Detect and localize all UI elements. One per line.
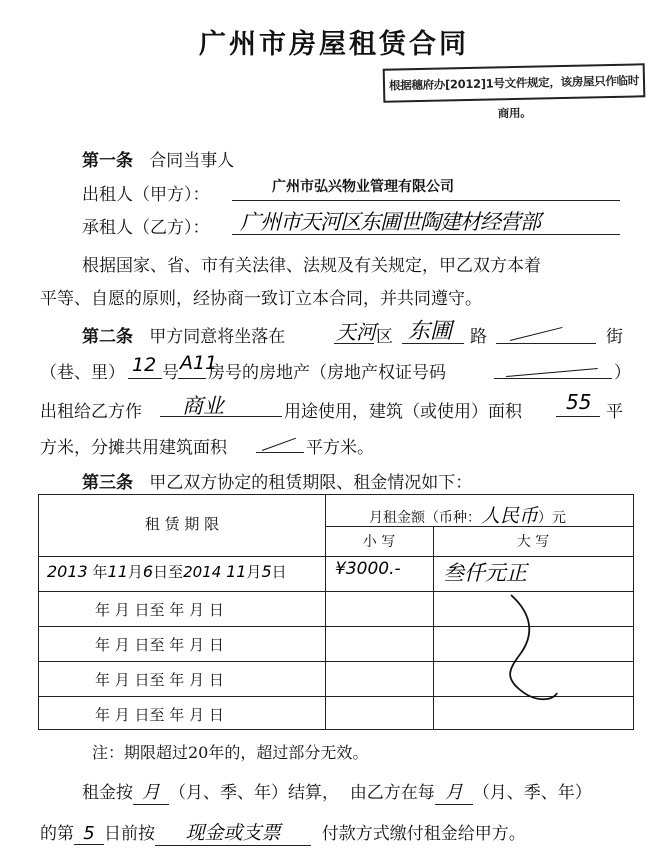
cert-blank-stroke: [506, 368, 598, 377]
table-hline-2: [39, 591, 633, 592]
year-label: 年: [92, 563, 108, 581]
area-unit1: 平: [606, 402, 623, 422]
period-row-5: 年 月 日至 年 月 日: [95, 706, 224, 724]
method-value: 现金或支票: [185, 822, 281, 844]
area-underline: [556, 416, 600, 417]
day-value: 5: [83, 823, 95, 844]
temporary-use-stamp: 根据穗府办[2012]1号文件规定，该房屋只作临时商用。: [383, 63, 646, 102]
road-underline: [402, 343, 464, 344]
article1-heading: 第一条: [82, 151, 133, 171]
article2-text1: 甲方同意将坐落在: [149, 327, 286, 347]
cycle1-field: [133, 778, 169, 805]
cert-underline: [494, 378, 612, 379]
street-underline: [496, 343, 596, 344]
street-suffix: 街: [606, 327, 623, 347]
day-to-label: 日至: [153, 563, 184, 581]
room-value: A11: [180, 352, 218, 374]
lessee-value: 广州市天河区东圃世陶建材经营部: [240, 210, 540, 234]
article1-line: [82, 146, 234, 171]
basis-line1: 根据国家、省、市有关法律、法规及有关规定，甲乙双方本着: [82, 256, 541, 276]
lessee-label: 承租人（乙方）：: [82, 218, 210, 238]
article3-text: 甲乙双方协定的租赁期限、租金情况如下：: [149, 473, 473, 493]
currency-value: 人民币: [481, 505, 539, 527]
period-row-3: 年 月 日至 年 月 日: [95, 636, 224, 654]
usage-label: 出租给乙方作: [40, 402, 142, 422]
usage-value: 商业: [182, 394, 224, 418]
room-underline: [178, 378, 206, 379]
payment-text-b: （月、季、年）结算，: [169, 783, 339, 803]
road-value: 东圃: [408, 319, 453, 344]
document-title: 广州市房屋租赁合同: [199, 29, 469, 60]
day-field: [74, 823, 104, 845]
lessor-label: 出租人（甲方）：: [82, 185, 210, 205]
rent-header-label: 月租金额（币种：: [369, 510, 481, 526]
shared-area-label: 方米，分摊共用建筑面积: [40, 438, 227, 458]
shared-area-stroke: [262, 438, 296, 451]
table-hline-1: [39, 556, 633, 557]
cycle2-value: 月: [444, 782, 463, 803]
shared-area-unit: 平方米。: [306, 438, 374, 458]
area-value: 55: [566, 390, 592, 414]
payment-text-e: 的第: [40, 824, 74, 844]
district-underline: [334, 343, 374, 344]
article3-heading: 第三条: [82, 473, 133, 493]
rent-table: [38, 494, 634, 730]
road-suffix: 路: [470, 327, 487, 347]
cycle1-value: 月: [142, 782, 160, 803]
room-suffix: 房号的房地产（房地产权证号码: [208, 363, 446, 383]
day-label: 日: [271, 563, 287, 581]
area-label: 用途使用，建筑（或使用）面积: [284, 402, 522, 422]
number-suffix: 号: [162, 363, 179, 383]
start-year: 2013: [47, 562, 88, 581]
cycle2-field: [435, 778, 473, 805]
period-header: 租 赁 期 限: [144, 515, 220, 533]
end-year: 2014: [183, 563, 222, 581]
house-number: 12: [132, 354, 157, 376]
rent-small: ¥3000.-: [335, 559, 401, 579]
period-row-2: 年 月 日至 年 月 日: [95, 601, 224, 619]
article2-line1: [82, 322, 285, 347]
end-month: 11: [226, 562, 247, 581]
payment-text-a: 租金按: [82, 783, 133, 803]
rent-large: 叁仟元正: [443, 561, 527, 585]
payment-text-c: 由乙方在每: [349, 783, 435, 803]
basis-line2: 平等、自愿的原则，经协商一致订立本合同，并共同遵守。: [40, 289, 482, 309]
shared-area-underline: [256, 452, 304, 453]
lessor-value: 广州市弘兴物业管理有限公司: [272, 179, 454, 195]
method-field: [155, 818, 311, 846]
number-underline: [128, 378, 162, 379]
small-header: 小 写: [362, 534, 396, 550]
period-row-1: [47, 561, 287, 582]
lane-label: （巷、里）: [40, 363, 125, 383]
period-row-4: 年 月 日至 年 月 日: [95, 671, 224, 689]
payment-line1: [82, 778, 592, 805]
start-day: 6: [142, 562, 154, 581]
limit-note: 注：期限超过20年的，超过部分无效。: [92, 743, 369, 762]
district-suffix: 区: [376, 327, 393, 347]
payment-text-g: 付款方式缴付租金给甲方。: [321, 824, 526, 844]
district-value: 天河: [336, 320, 376, 344]
payment-line2: [40, 818, 526, 846]
rent-header-suffix: ）元: [538, 510, 567, 526]
street-blank-stroke: [510, 327, 563, 341]
article1-title: 合同当事人: [149, 151, 235, 171]
void-squiggle-mark: [491, 593, 561, 723]
lessor-underline: [232, 200, 620, 201]
usage-underline: [160, 416, 282, 417]
month-label-2: 月: [246, 563, 262, 581]
end-day: 5: [261, 562, 272, 581]
rent-header: [369, 501, 566, 528]
month-label: 月: [127, 563, 143, 581]
large-header: 大 写: [516, 534, 550, 550]
start-month: 11: [107, 562, 128, 581]
payment-text-f: 日前按: [104, 824, 155, 844]
payment-text-d: （月、季、年）: [472, 783, 592, 803]
article2-heading: 第二条: [82, 327, 133, 347]
article3-line: [82, 468, 472, 493]
cert-close: ）: [614, 363, 631, 383]
